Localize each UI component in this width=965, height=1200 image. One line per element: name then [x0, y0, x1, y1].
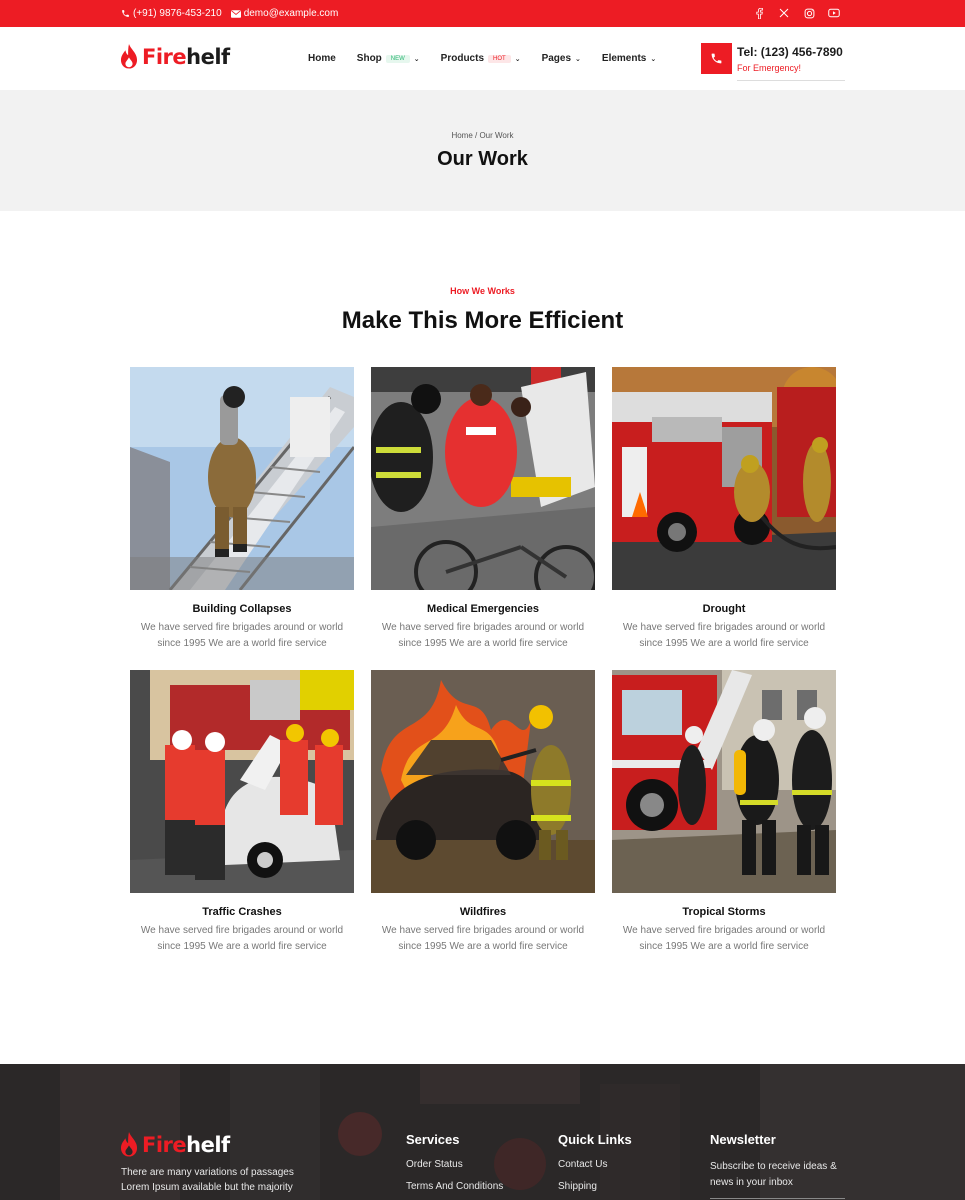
- section-title: Make This More Efficient: [341, 307, 624, 334]
- footer-quick-links-title: Quick Links: [558, 1132, 632, 1147]
- brand-name-accent: Fire: [142, 44, 187, 69]
- footer-logo[interactable]: [120, 1132, 230, 1157]
- card-description: We have served fire brigades around or world since 1995 We are a world fire service: [140, 622, 344, 649]
- footer-link[interactable]: Shipping: [558, 1181, 597, 1192]
- x-icon[interactable]: [778, 7, 790, 19]
- footer-link[interactable]: Contact Us: [558, 1159, 608, 1170]
- chevron-down-icon: ⌄: [514, 55, 521, 63]
- chevron-down-icon: ⌄: [575, 55, 581, 63]
- footer-newsletter: [710, 1132, 850, 1191]
- nav-home[interactable]: [308, 53, 336, 64]
- facebook-icon[interactable]: [753, 7, 765, 19]
- work-card[interactable]: [130, 670, 354, 955]
- page-title: Our Work: [437, 148, 528, 170]
- footer-newsletter-title: Newsletter: [710, 1132, 776, 1147]
- divider: [737, 80, 845, 81]
- page-banner: [0, 90, 965, 211]
- section-subtitle: How We Works: [450, 286, 515, 296]
- flame-icon: [120, 44, 138, 69]
- tropical-storm-photo: [612, 670, 836, 893]
- social-links: [753, 7, 840, 19]
- wildfire-photo: [371, 670, 595, 893]
- newsletter-text: Subscribe to receive ideas & news in your inbox: [710, 1161, 837, 1188]
- footer-link[interactable]: Order Status: [406, 1159, 463, 1170]
- card-title[interactable]: Tropical Storms: [682, 906, 766, 918]
- work-card[interactable]: [130, 367, 354, 652]
- new-badge: NEW: [386, 55, 410, 63]
- nav-elements-label: Elements: [601, 53, 647, 64]
- footer-services: [406, 1132, 503, 1200]
- card-description: We have served fire brigades around or world since 1995 We are a world fire service: [381, 925, 585, 952]
- card-description: We have served fire brigades around or world since 1995 We are a world fire service: [622, 925, 826, 952]
- chevron-down-icon: ⌄: [413, 55, 420, 63]
- flame-icon: [120, 1132, 138, 1157]
- footer-quick-links: [558, 1132, 632, 1200]
- card-title[interactable]: Wildfires: [459, 906, 507, 918]
- top-bar: [0, 0, 965, 27]
- nav-home-label: Home: [308, 53, 336, 64]
- work-card[interactable]: [371, 367, 595, 652]
- nav-products[interactable]: [441, 53, 521, 64]
- site-footer: [0, 1064, 965, 1200]
- card-title[interactable]: Drought: [702, 603, 746, 615]
- traffic-crash-photo: [130, 670, 354, 893]
- work-card[interactable]: [612, 367, 836, 652]
- top-email-text: demo@example.com: [243, 8, 339, 19]
- card-title[interactable]: Medical Emergencies: [427, 603, 539, 615]
- header-tel[interactable]: Tel: (123) 456-7890: [737, 45, 843, 59]
- top-phone[interactable]: [121, 8, 222, 19]
- call-button[interactable]: [701, 43, 732, 74]
- nav-shop-label: Shop: [356, 53, 382, 64]
- phone-icon: [710, 52, 723, 65]
- brand-name-rest: helf: [186, 44, 230, 69]
- card-title[interactable]: Traffic Crashes: [202, 906, 282, 918]
- brand-name-accent: Fire: [142, 1132, 187, 1157]
- medical-emergency-photo: [371, 367, 595, 590]
- chevron-down-icon: ⌄: [650, 55, 657, 63]
- card-description: We have served fire brigades around or world since 1995 We are a world fire service: [622, 622, 826, 649]
- nav-shop[interactable]: [357, 53, 420, 64]
- card-description: We have served fire brigades around or world since 1995 We are a world fire service: [140, 925, 344, 952]
- top-phone-text: (+91) 9876-453-210: [133, 8, 222, 19]
- hot-badge: HOT: [488, 55, 511, 63]
- nav-pages-label: Pages: [541, 53, 572, 64]
- card-description: We have served fire brigades around or world since 1995 We are a world fire service: [381, 622, 585, 649]
- top-contact: [121, 8, 338, 19]
- main-nav: [308, 53, 656, 64]
- header-emergency: For Emergency!: [737, 63, 802, 73]
- breadcrumb[interactable]: Home / Our Work: [451, 131, 514, 140]
- brand-name-rest: helf: [186, 1132, 230, 1157]
- building-collapse-photo: [130, 367, 354, 590]
- top-email[interactable]: [231, 8, 339, 19]
- brand-logo[interactable]: [120, 44, 230, 69]
- youtube-icon[interactable]: [828, 7, 840, 19]
- nav-elements[interactable]: [602, 53, 656, 64]
- drought-photo: [612, 367, 836, 590]
- card-title[interactable]: Building Collapses: [192, 603, 292, 615]
- footer-link[interactable]: Terms And Conditions: [406, 1181, 504, 1192]
- footer-about: There are many variations of passages Lorem Ipsum available but the majority: [121, 1167, 294, 1193]
- site-header: [0, 27, 965, 90]
- work-card[interactable]: [371, 670, 595, 955]
- instagram-icon[interactable]: [803, 7, 815, 19]
- work-card[interactable]: [612, 670, 836, 955]
- newsletter-input-underline[interactable]: [710, 1198, 845, 1199]
- phone-icon: [121, 9, 130, 18]
- footer-services-title: Services: [406, 1132, 460, 1147]
- mail-icon: [231, 10, 241, 18]
- nav-pages[interactable]: [542, 53, 581, 64]
- nav-products-label: Products: [440, 53, 485, 64]
